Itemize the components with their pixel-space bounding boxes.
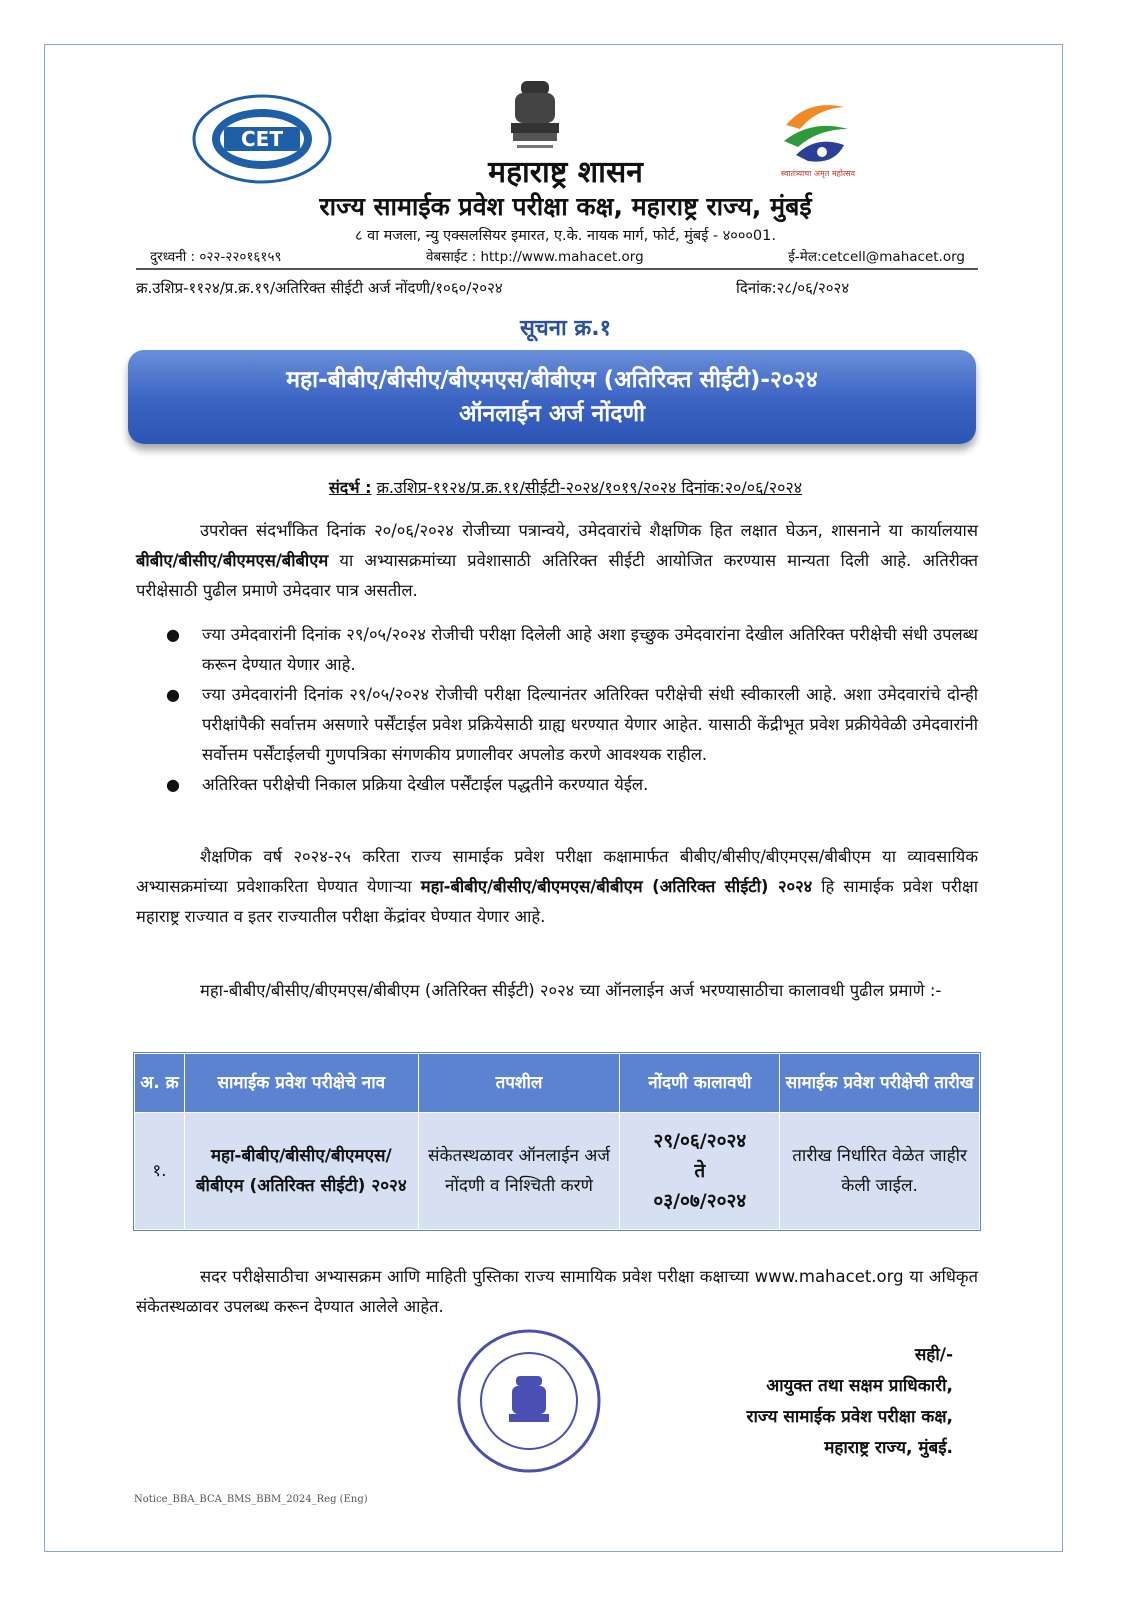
- column-header-sr: अ. क्र: [135, 1054, 185, 1113]
- header-divider: [136, 268, 978, 270]
- office-heading: राज्य सामाईक प्रवेश परीक्षा कक्ष, महाराष्ट्र राज्य, मुंबई: [319, 192, 812, 221]
- signatory-title: आयुक्त तथा सक्षम प्राधिकारी,: [766, 1376, 953, 1396]
- paragraph-intro-text: उपरोक्त संदर्भांकित दिनांक २०/०६/२०२४ रोजीच्या पत्रान्वये, उमेदवारांचे शैक्षणिक हित लक्षात घेऊन, शासनाने या कार्यालयास: [200, 521, 978, 540]
- banner-title-line2: ऑनलाईन अर्ज नोंदणी: [458, 401, 646, 427]
- list-item: [166, 680, 978, 770]
- column-header-exam-date: सामाईक प्रवेश परीक्षेची तारीख: [780, 1054, 980, 1113]
- cell-exam-name: महा-बीबीए/बीसीए/बीएमएस/बीबीएम (अतिरिक्त सीईटी) २०२४: [184, 1113, 418, 1230]
- bullet-icon: ●: [166, 685, 180, 704]
- course-names: बीबीए/बीसीए/बीएमएस/बीबीएम: [136, 551, 329, 570]
- reference-line: [0, 476, 1131, 498]
- signature-block: [747, 1340, 953, 1464]
- footer-filename: Notice_BBA_BCA_BMS_BBM_2024_Reg (Eng): [134, 1494, 368, 1505]
- banner-title-line1: महा-बीबीए/बीसीए/बीएमएस/बीबीएम (अतिरिक्त सीईटी)-२०२४: [286, 367, 818, 393]
- paragraph-schedule-intro: महा-बीबीए/बीसीए/बीएमएस/बीबीएम (अतिरिक्त सीईटी) २०२४ च्या ऑनलाईन अर्ज भरण्यासाठीचा कालावधी पुढील प्रमाणे :-: [200, 981, 942, 1000]
- notice-title: सूचना क्र.१: [519, 316, 612, 341]
- bullet-icon: ●: [166, 625, 180, 644]
- period-end: ०३/०७/२०२४: [653, 1190, 747, 1212]
- cell-exam-date: तारीख निर्धारित वेळेत जाहीर केली जाईल.: [780, 1113, 980, 1230]
- azadi-caption: स्वातंत्र्याचा अमृत महोत्सव: [780, 169, 856, 178]
- office-address: ८ वा मजला, न्यु एक्सलसियर इमारत, ए.के. नायक मार्ग, फोर्ट, मुंबई - ४०००01.: [355, 228, 776, 244]
- list-item-text: ज्या उमेदवारांनी दिनांक २९/०५/२०२४ रोजीची परीक्षा दिल्यानंतर अतिरिक्त परीक्षेची संधी स्वीकारली आहे. अशा उमेदवारांचे दोन्ही परीक्षांपैकी सर्वात्तम असणारे पर्सेंटाईल प्रवेश प्रक्रियेसाठी ग्राह्य धरण्यात येणार आहेत. यासाठी केंद्रीभूत प्रवेश प्रक्रीयेवेळी उमेदवारांनी सर्वोत्तम पर्सेंटाईलची गुणपत्रिका संगणकीय प्रणालीवर अपलोड करणे आवश्यक राहील.: [202, 685, 978, 764]
- website-link[interactable]: वेबसाईट : http://www.mahacet.org: [426, 249, 644, 265]
- period-to: ते: [694, 1160, 706, 1182]
- list-item-text: ज्या उमेदवारांनी दिनांक २९/०५/२०२४ रोजीची परीक्षा दिलेली आहे अशा इच्छुक उमेदवारांना देखील अतिरिक्त परीक्षेची संधी उपलब्ध करून देण्यात येणार आहे.: [202, 625, 978, 674]
- signatory-location: महाराष्ट्र राज्य, मुंबई.: [824, 1438, 953, 1458]
- period-start: २९/०६/२०२४: [653, 1130, 747, 1152]
- reference-label: संदर्भ :: [328, 478, 372, 497]
- column-header-exam-name: सामाईक प्रवेश परीक्षेचे नाव: [184, 1054, 418, 1113]
- cell-sr: १.: [135, 1113, 185, 1230]
- cell-registration-period: [620, 1113, 780, 1230]
- list-item-text: अतिरिक्त परीक्षेची निकाल प्रक्रिया देखील पर्सेंटाईल पद्धतीने करण्यात येईल.: [202, 775, 649, 794]
- paragraph-exam-info-text-end: हि सामाईक प्रवेश परीक्षा महाराष्ट्र राज्यात व इतर राज्यातील परीक्षा केंद्रांवर घेण्यात येणार आहे.: [136, 877, 978, 926]
- table-header-row: [135, 1054, 980, 1113]
- signature-mark: सही/-: [914, 1345, 953, 1365]
- notice-date: दिनांक:२८/०६/२०२४: [736, 279, 850, 297]
- paragraph-intro: [136, 516, 978, 606]
- list-item: [166, 620, 978, 680]
- bullet-icon: ●: [166, 775, 180, 794]
- phone-number: दुरध्वनी : ०२२-२२०१६१५९: [150, 249, 282, 265]
- eligibility-list: [166, 620, 978, 800]
- government-heading: महाराष्ट्र शासन: [488, 155, 643, 190]
- signatory-office: राज्य सामाईक प्रवेश परीक्षा कक्ष,: [746, 1407, 953, 1427]
- table-row: [135, 1113, 980, 1230]
- column-header-registration-period: नोंदणी कालावधी: [620, 1054, 780, 1113]
- contact-line: [150, 247, 965, 265]
- paragraph-intro-text-end: या अभ्यासक्रमांच्या प्रवेशासाठी अतिरिक्त सीईटी आयोजित करण्यास मान्यता दिली आहे. अतिरीक्त परीक्षेसाठी पुढील प्रमाणे उमेदवार पात्र असतील.: [136, 551, 978, 600]
- title-banner: [128, 350, 976, 444]
- exam-name: महा-बीबीए/बीसीए/बीएमएस/बीबीएम (अतिरिक्त सीईटी) २०२४: [420, 877, 813, 896]
- svg-text:CET: CET: [241, 127, 283, 151]
- reference-number: क्र.उशिप्र-११२४/प्र.क्र.१९/अतिरिक्त सीईटी अर्ज नोंदणी/१०६०/२०२४: [136, 279, 503, 297]
- paragraph-exam-info: [136, 842, 978, 932]
- office-seal: [454, 1326, 604, 1476]
- national-emblem-icon: [503, 75, 567, 155]
- cell-details: संकेतस्थळावर ऑनलाईन अर्ज नोंदणी व निश्चिती करणे: [418, 1113, 620, 1230]
- reference-text: क्र.उशिप्र-११२४/प्र.क्र.११/सीईटी-२०२४/१०१९/२०२४ दिनांक:२०/०६/२०२४: [376, 478, 803, 497]
- schedule-table: [134, 1053, 980, 1230]
- email-link[interactable]: ई-मेल:cetcell@mahacet.org: [788, 249, 965, 265]
- paragraph-exam-info-text: शैक्षणिक वर्ष २०२४-२५ करिता राज्य सामाईक प्रवेश परीक्षा कक्षामार्फत बीबीए/बीसीए/बीएमएस/बीबीएम या व्यावसायिक अभ्यासक्रमांच्या प्रवेशाकरिता घेण्यात येणाऱ्या: [136, 847, 978, 896]
- paragraph-syllabus: सदर परीक्षेसाठीचा अभ्यासक्रम आणि माहिती पुस्तिका राज्य सामायिक प्रवेश परीक्षा कक्षाच्या www.mahacet.org या अधिकृत संकेतस्थळावर उपलब्ध करून देण्यात आलेले आहेत.: [136, 1267, 978, 1316]
- column-header-details: तपशील: [418, 1054, 620, 1113]
- list-item: [166, 770, 978, 800]
